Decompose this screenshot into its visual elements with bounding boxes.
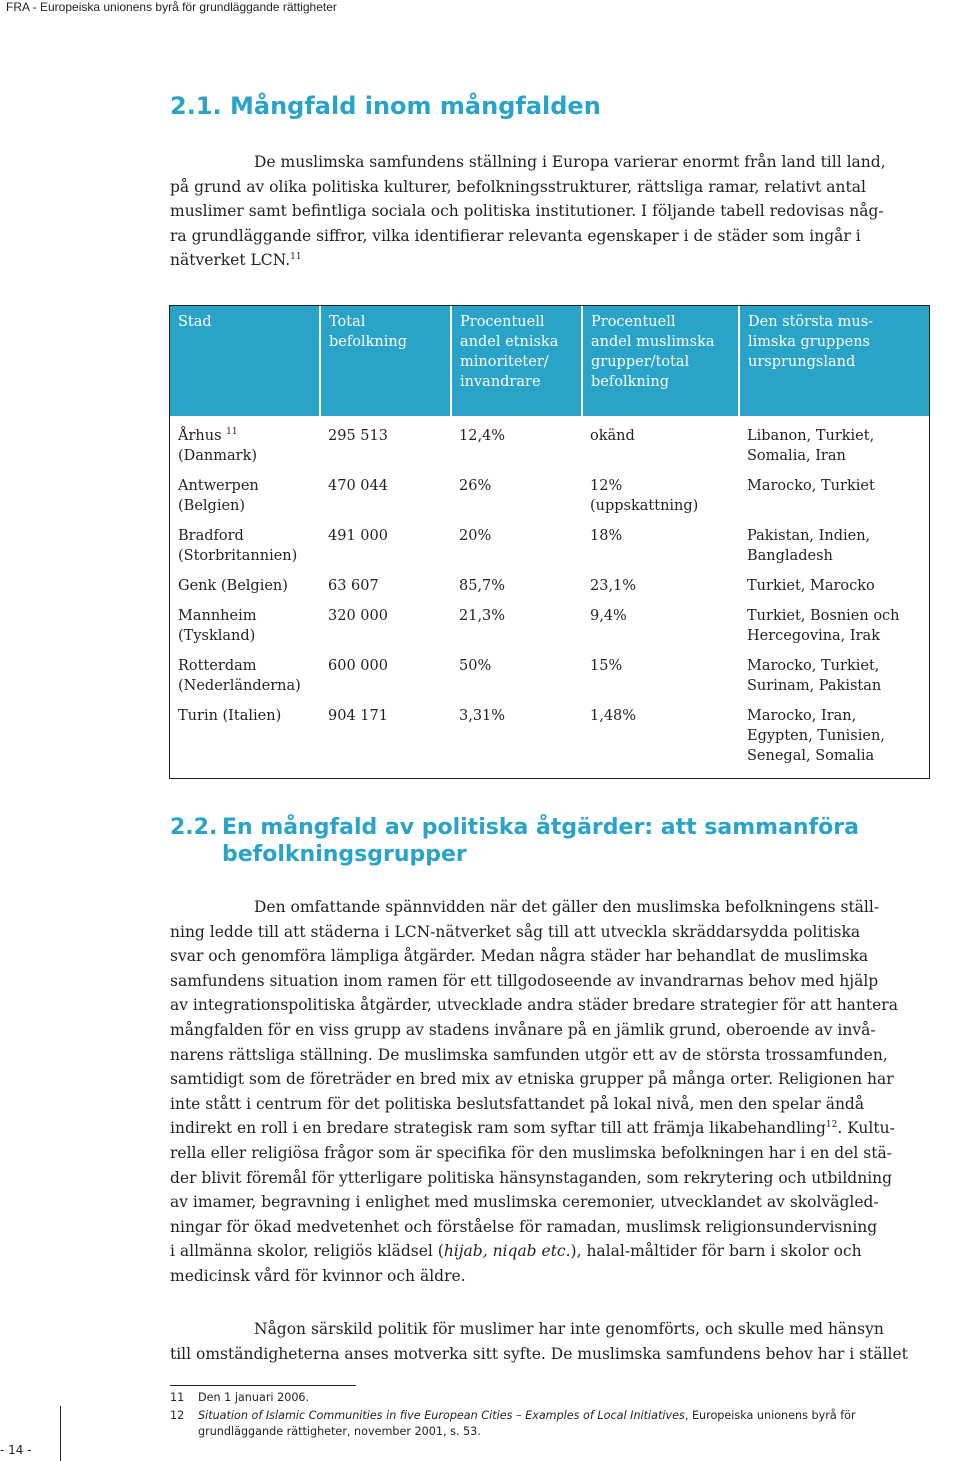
cell-origin [739,476,929,526]
text-line: Någon särskild politik för muslimer har inte genomförts, och skulle med hänsyn [254,1320,884,1338]
cell-line: (Belgien) [178,498,246,514]
cell-line: okänd [590,428,635,444]
text-line: samfundens situation inom ramen för ett tillgodoseende av invandrarnas behov med hjälp [170,971,879,990]
margin-rule [60,1406,61,1461]
text-line-content: indirekt en roll i en bredare strategisk ram som syftar till att främja likabehandling [170,1119,826,1138]
table-row [170,656,929,706]
cell-line: Turkiet, Marocko [747,578,875,594]
cell-origin [739,656,929,706]
cell-muslim-share [582,606,739,656]
cell-line: Turkiet, Bosnien och [747,608,900,624]
header-line: befolkning [329,334,407,350]
footnote-number: 12 [170,1409,185,1422]
italic-text: hijab, niqab etc. [443,1242,571,1261]
cell-line: Egypten, Tunisien, [747,728,885,744]
header-line: Procentuell [460,314,545,330]
text-line: ning ledde till att städerna i LCN-nätverket såg till att utveckla skräddarsydda politiska [170,922,861,941]
cell-line: Senegal, Somalia [747,748,875,764]
cell-text: Århus [178,428,222,444]
body-paragraph [170,1317,960,1366]
cell-line: Somalia, Iran [747,448,846,464]
footnote [170,1390,960,1406]
cell-minorities: 12,4% [459,428,506,444]
footnote-ref: 11 [226,427,238,438]
footnote-text: grundläggande rättigheter, november 2001, s. 53. [198,1425,481,1438]
cell-line: Bradford [178,528,244,544]
section-title-line: En mångfald av politiska åtgärder: att sammanföra [222,815,859,840]
header-minorities [451,306,582,416]
table-row [170,706,929,778]
text-line: samtidigt som de företräder en bred mix av etniska grupper på många orter. Religionen har [170,1070,894,1089]
footnote [170,1408,960,1440]
cell-minorities: 21,3% [459,608,506,624]
cell-line: Mannheim [178,608,257,624]
text-line: ra grundläggande siffror, vilka identifierar relevanta egenskaper i de städer som ingår i [170,226,861,245]
cell-muslim-share [582,706,739,778]
cell-line: Bangladesh [747,548,833,564]
text-line-content: ), halal-måltider för barn i skolor och [570,1242,862,1261]
cell-city [170,656,320,706]
cell-line: Marocko, Iran, [747,708,857,724]
header-line: Stad [178,314,212,330]
cell-population: 295 513 [328,428,388,444]
text-line [170,1116,960,1141]
footnote-text: Den 1 januari 2006. [198,1391,310,1404]
intro-paragraph [170,150,960,273]
text-line: inte stått i centrum för det politiska beslutsfattandet på lokal nivå, men den spelar ändå [170,1094,865,1113]
cell-line: Hercegovina, Irak [747,628,880,644]
header-line: invandrare [460,374,541,390]
body-paragraph [170,895,960,1289]
text-line: muslimer samt befintliga sociala och politiska institutioner. I följande tabell redovisas någ- [170,202,884,221]
cell-line: 9,4% [590,608,627,624]
table-row [170,416,929,476]
cell-city [170,576,320,606]
header-muslim-share [582,306,739,416]
cell-line: 1,48% [590,708,637,724]
cell-muslim-share [582,476,739,526]
text-line-content: nätverket LCN. [170,251,291,270]
cell-minorities: 3,31% [459,708,506,724]
text-line-content: . Kultu- [837,1119,895,1138]
text-line: der blivit föremål för ytterligare politiska hänsynstaganden, som rekrytering och utbildning [170,1168,893,1187]
footnote-ref: 11 [290,252,302,263]
cell-minorities: 50% [459,658,492,674]
cell-line: Turin (Italien) [178,708,282,724]
cell-population: 904 171 [328,708,388,724]
cell-population: 63 607 [328,578,379,594]
text-line: medicinsk vård för kvinnor och äldre. [170,1266,466,1285]
text-line: på grund av olika politiska kulturer, befolkningsstrukturer, rättsliga ramar, relativt antal [170,177,866,196]
header-line: Total [329,314,366,330]
cell-city [170,706,320,778]
text-line [170,248,960,273]
city-statistics-table [170,306,929,778]
cell-city [170,476,320,526]
text-line: mångfalden för en viss grupp av stadens invånare på en jämlik grund, oberoende av invå- [170,1020,876,1039]
cell-line: 12% [590,478,623,494]
cell-muslim-share [582,526,739,576]
cell-city [170,416,320,476]
page-number: - 14 - [0,1443,32,1457]
header-line: befolkning [591,374,669,390]
header-line: andel muslimska [591,334,715,350]
text-line: ningar för ökad medvetenhet och förståelse för ramadan, muslimsk religionsundervisning [170,1217,878,1236]
header-line: grupper/total [591,354,690,370]
header-origin [739,306,929,416]
cell-line: (Danmark) [178,448,258,464]
section-heading-2-2 [170,814,859,868]
table-row [170,606,929,656]
header-line: Den största mus- [748,314,874,330]
table-row [170,576,929,606]
footnote-italic-text: Situation of Islamic Communities in five European Cities – Examples of Local Initiatives [198,1409,685,1422]
header-line: Procentuell [591,314,676,330]
cell-origin [739,606,929,656]
text-line: av imamer, begravning i enlighet med muslimska ceremonier, utvecklandet av skolvägled- [170,1193,879,1212]
section-number: 2.2. [170,815,218,840]
cell-line: Marocko, Turkiet [747,478,875,494]
cell-minorities: 26% [459,478,492,494]
header-line: limska gruppens [748,334,870,350]
header-city [170,306,320,416]
cell-origin [739,526,929,576]
table-row [170,526,929,576]
cell-population: 320 000 [328,608,388,624]
cell-origin [739,706,929,778]
cell-population: 470 044 [328,478,388,494]
cell-line: (Tyskland) [178,628,256,644]
text-line: svar och genomföra lämpliga åtgärder. Medan några städer har behandlat de muslimska [170,947,869,966]
table-header-row [170,306,929,416]
cell-line: Antwerpen [178,478,259,494]
cell-line: Genk (Belgien) [178,578,288,594]
cell-muslim-share [582,416,739,476]
section-number: 2.1. [170,92,222,120]
cell-line: (Nederländerna) [178,678,301,694]
section-title: Mångfald inom mångfalden [230,92,601,120]
cell-origin [739,576,929,606]
cell-population: 491 000 [328,528,388,544]
footnote-divider [170,1385,356,1386]
table-row [170,476,929,526]
text-line [170,1239,960,1264]
text-line: av integrationspolitiska åtgärder, utvecklade andra städer bredare strategier för att hantera [170,996,898,1015]
footnote-text: , Europeiska unionens byrå för [684,1409,856,1422]
cell-line: 23,1% [590,578,637,594]
cell-minorities: 85,7% [459,578,506,594]
cell-city [170,526,320,576]
text-line: rella eller religiösa frågor som är specifika för den muslimska befolkningen har i en del stä- [170,1143,892,1162]
section-heading-2-1 [170,92,601,120]
cell-line: Marocko, Turkiet, [747,658,880,674]
cell-muslim-share [582,656,739,706]
text-line: Den omfattande spännvidden när det gäller den muslimska befolkningens ställ- [254,898,880,916]
footnote-number: 11 [170,1391,185,1404]
footnote-ref: 12 [825,1120,838,1131]
cell-line [178,426,312,446]
running-header: FRA - Europeiska unionens byrå för grundläggande rättigheter [6,0,337,14]
text-line-content: i allmänna skolor, religiös klädsel ( [170,1242,444,1261]
header-line: minoriteter/ [460,354,549,370]
cell-line: Pakistan, Indien, [747,528,871,544]
cell-line: (Storbritannien) [178,548,298,564]
cell-muslim-share [582,576,739,606]
header-population [320,306,451,416]
cell-line: Surinam, Pakistan [747,678,882,694]
text-line: De muslimska samfundens ställning i Europa varierar enormt från land till land, [254,153,886,171]
header-line: andel etniska [460,334,559,350]
text-line: till omständigheterna anses motverka sitt syfte. De muslimska samfundens behov har i stället [170,1344,908,1363]
cell-line: (uppskattning) [590,498,699,514]
cell-line: 15% [590,658,623,674]
cell-minorities: 20% [459,528,492,544]
cell-line: Rotterdam [178,658,257,674]
cell-origin [739,416,929,476]
section-title-line: befolkningsgrupper [222,842,467,867]
cell-line: Libanon, Turkiet, [747,428,875,444]
cell-population: 600 000 [328,658,388,674]
cell-line: 18% [590,528,623,544]
cell-city [170,606,320,656]
text-line: narens rättsliga ställning. De muslimska samfunden utgör ett av de största trossamfunden, [170,1045,888,1064]
header-line: ursprungsland [748,354,856,370]
